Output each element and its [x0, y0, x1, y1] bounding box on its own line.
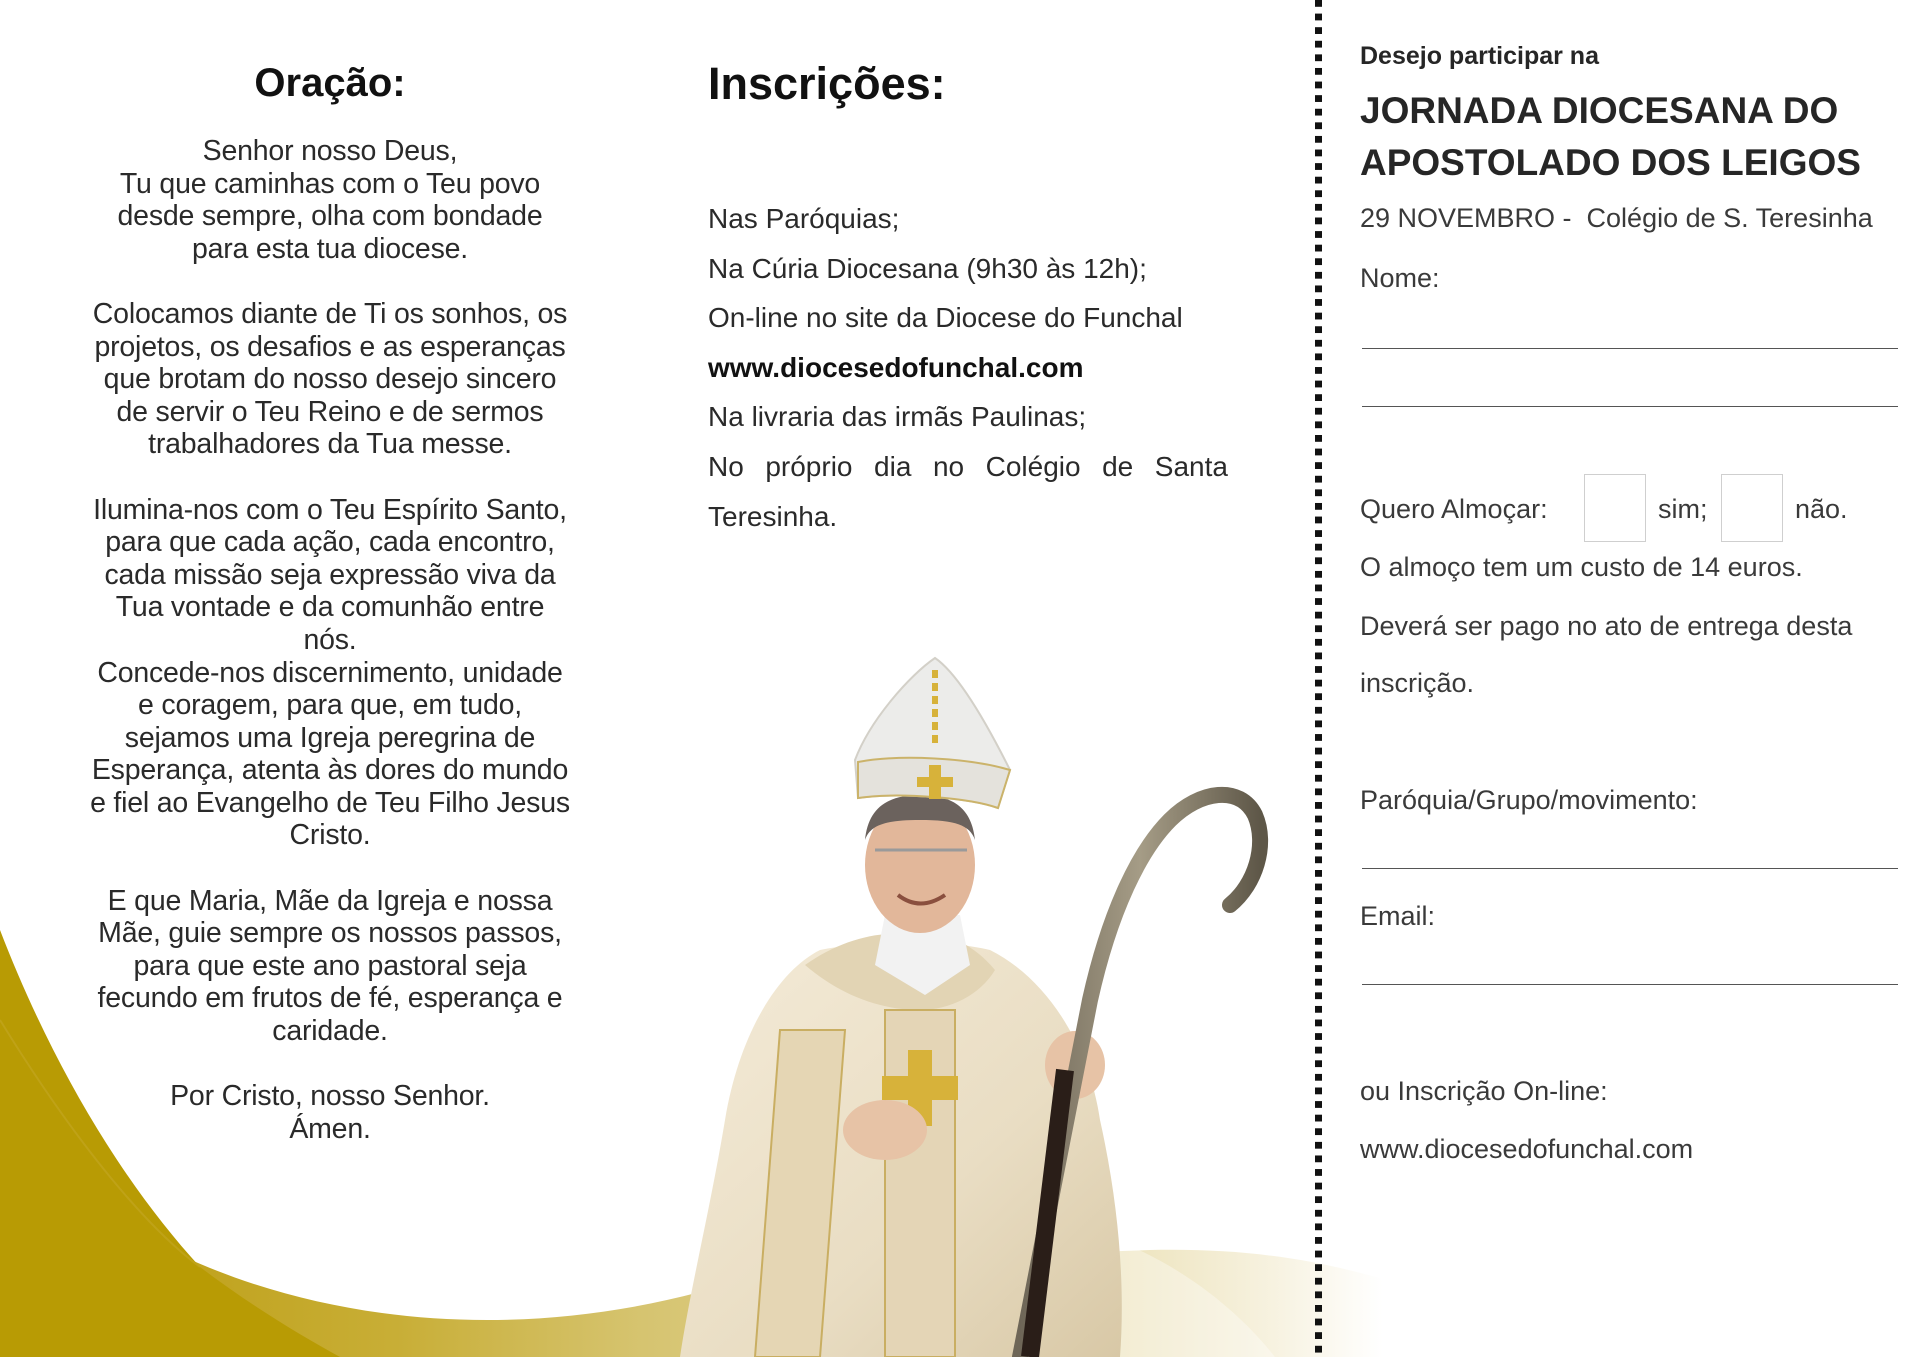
event-date-place: 29 NOVEMBRO - Colégio de S. Teresinha: [1360, 203, 1873, 233]
prayer-blank-line: [60, 852, 600, 885]
payment-note: Deverá ser pago no ato de entrega desta: [1360, 611, 1853, 641]
event-title-line1: JORNADA DIOCESANA DO: [1360, 90, 1839, 131]
registration-word: próprio: [765, 450, 853, 482]
prayer-blank-line: [60, 1048, 600, 1081]
prayer-line: nós.: [303, 623, 357, 656]
prayer-line: Concede-nos discernimento, unidade: [97, 656, 563, 689]
lunch-yes-checkbox[interactable]: [1584, 474, 1646, 542]
name-field-line-1[interactable]: [1362, 348, 1898, 349]
prayer-line: desde sempre, olha com bondade: [117, 200, 543, 233]
prayer-line: Por Cristo, nosso Senhor.: [170, 1080, 490, 1113]
prayer-line: E que Maria, Mãe da Igreja e nossa: [107, 884, 553, 917]
registration-word: Colégio: [985, 450, 1081, 482]
prayer-line: Esperança, atenta às dores do mundo: [91, 754, 569, 787]
lunch-cost: O almoço tem um custo de 14 euros.: [1360, 552, 1803, 582]
prayer-line: sejamos uma Igreja peregrina de: [124, 721, 536, 754]
lunch-no-checkbox[interactable]: [1721, 474, 1783, 542]
prayer-line: para que cada ação, cada encontro,: [105, 526, 555, 559]
prayer-line: para que este ano pastoral seja: [133, 949, 527, 982]
prayer-line: Cristo.: [289, 819, 371, 852]
registration-locations: [708, 194, 1228, 541]
prayer-blank-line: [60, 461, 600, 494]
registration-title: Inscrições:: [708, 58, 946, 109]
registration-item: [708, 442, 1228, 492]
name-field-line-2[interactable]: [1362, 406, 1898, 407]
prayer-line: Tua vontade e da comunhão entre: [115, 591, 545, 624]
form-intro: Desejo participar na: [1360, 42, 1599, 70]
event-title: [1360, 85, 1900, 189]
prayer-line: que brotam do nosso desejo sincero: [103, 363, 557, 396]
prayer-line: cada missão seja expressão viva da: [104, 558, 556, 591]
prayer-line: projetos, os desafios e as esperanças: [94, 330, 566, 363]
registration-item: Na livraria das irmãs Paulinas;: [708, 401, 1087, 433]
prayer-line: Mãe, guie sempre os nossos passos,: [98, 917, 562, 950]
prayer-line: Tu que caminhas com o Teu povo: [119, 167, 541, 200]
prayer-text: [60, 135, 600, 1145]
registration-item: Teresinha.: [708, 500, 838, 532]
lunch-yes-label: sim;: [1658, 494, 1708, 524]
prayer-line: para esta tua diocese.: [191, 232, 469, 265]
payment-note-cont: inscrição.: [1360, 668, 1475, 698]
parish-label: Paróquia/Grupo/movimento:: [1360, 785, 1698, 815]
prayer-line: de servir o Teu Reino e de sermos: [116, 395, 544, 428]
prayer-line: Senhor nosso Deus,: [202, 135, 458, 167]
registration-item: Nas Paróquias;: [708, 203, 900, 234]
prayer-line: e fiel ao Evangelho de Teu Filho Jesus: [90, 786, 570, 819]
registration-word: de: [1102, 450, 1134, 482]
registration-word: dia: [874, 450, 912, 482]
prayer-line: Colocamos diante de Ti os sonhos, os: [92, 297, 568, 330]
cut-line-divider: [1315, 0, 1322, 1357]
prayer-line: trabalhadores da Tua messe.: [148, 428, 512, 461]
registration-website-link[interactable]: www.diocesedofunchal.com: [708, 351, 1084, 383]
prayer-line: Ilumina-nos com o Teu Espírito Santo,: [93, 493, 567, 526]
online-registration-label: ou Inscrição On-line:: [1360, 1076, 1608, 1106]
prayer-line: e coragem, para que, em tudo,: [138, 689, 522, 722]
lunch-no-label: não.: [1795, 494, 1848, 524]
parish-field-line[interactable]: [1362, 868, 1898, 869]
bishop-photo: [670, 650, 1290, 1357]
prayer-line: Ámen.: [289, 1112, 371, 1145]
registration-word: Santa: [1154, 450, 1228, 482]
lunch-label: Quero Almoçar:: [1360, 494, 1548, 524]
prayer-blank-line: [60, 265, 600, 298]
registration-item: Na Cúria Diocesana (9h30 às 12h);: [708, 252, 1147, 284]
registration-item: On-line no site da Diocese do Funchal: [708, 302, 1183, 334]
email-field-line[interactable]: [1362, 984, 1898, 985]
registration-word: no: [932, 450, 965, 482]
prayer-title: Oração:: [254, 61, 406, 105]
online-registration-url[interactable]: www.diocesedofunchal.com: [1360, 1134, 1694, 1164]
registration-word: No: [708, 450, 744, 482]
prayer-line: caridade.: [272, 1015, 388, 1048]
email-label: Email:: [1360, 901, 1436, 931]
prayer-line: fecundo em frutos de fé, esperança e: [97, 982, 563, 1015]
left-hand: [843, 1100, 927, 1160]
name-label: Nome:: [1360, 263, 1440, 293]
event-title-line2: APOSTOLADO DOS LEIGOS: [1360, 142, 1861, 183]
